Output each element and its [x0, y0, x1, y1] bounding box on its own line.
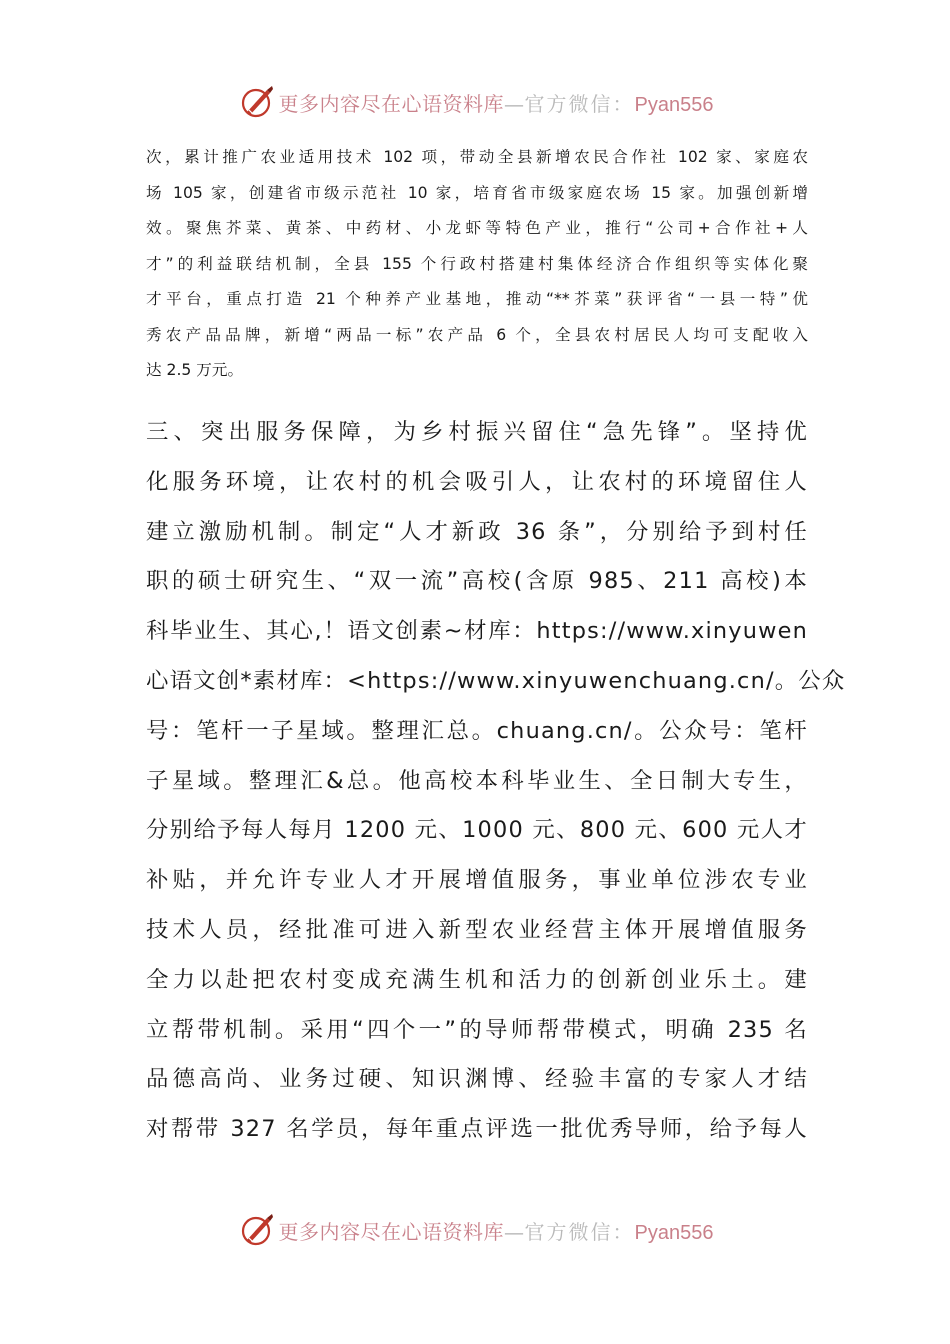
footer-site-text: 更多内容尽在心语资料库 — [278, 1219, 505, 1244]
text-line: 化服务环境，让农村的机会吸引人，让农村的环境留住人 — [146, 468, 808, 495]
footer-banner — [0, 1208, 950, 1252]
text-line: 技术人员，经批准可进入新型农业经营主体开展增值服务 — [146, 916, 808, 943]
text-line: 立帮带机制。采用“四个一”的导师帮带模式，明确 235 名 — [146, 1016, 808, 1043]
text-line: 场 105 家，创建省市级示范社 10 家，培育省市级家庭农场 15 家。加强创新增 — [146, 183, 808, 202]
text-line: 才”的利益联结机制，全县 155 个行政村搭建村集体经济合作组织等实体化聚 — [146, 254, 808, 273]
text-line: 对帮带 327 名学员，每年重点评选一批优秀导师，给予每人 — [146, 1116, 808, 1143]
paragraph-2 — [146, 408, 846, 1155]
text-line: 全力以赴把农村变成充满生机和活力的创新创业乐土。建 — [146, 966, 808, 993]
header-separator: — — [504, 91, 525, 116]
pen-logo-icon — [237, 82, 277, 122]
text-line: 秀农产品品牌，新增“两品一标”农产品 6 个，全县农村居民人均可支配收入 — [146, 325, 808, 344]
text-line: 分别给予每人每月 1200 元、1000 元、800 元、600 元人才 — [146, 817, 808, 844]
footer-handle: Pyan556 — [634, 1221, 714, 1244]
text-line: 三、突出服务保障，为乡村振兴留住“急先锋”。坚持优 — [146, 419, 808, 445]
footer-separator: — — [504, 1219, 525, 1244]
text-line: 补贴，并允许专业人才开展增值服务，事业单位涉农专业 — [146, 867, 808, 894]
header-wechat-label: 官方微信： — [524, 91, 635, 116]
header-site-text: 更多内容尽在心语资料库 — [278, 91, 505, 116]
text-line: 科毕业生、其心,！语文创素~材库：https://www.xinyuwen — [146, 618, 808, 645]
text-line: 子星域。整理汇&总。他高校本科毕业生、全日制大专生， — [146, 767, 808, 794]
text-line: 达 2.5 万元。 — [146, 361, 244, 379]
text-line: 效。聚焦芥菜、黄茶、中药材、小龙虾等特色产业，推行“公司+合作社+人 — [146, 219, 808, 237]
text-line: 建立激励机制。制定“人才新政 36 条”，分别给予到村任 — [146, 518, 808, 545]
header-handle: Pyan556 — [634, 93, 714, 116]
pen-logo-icon — [237, 1210, 277, 1250]
text-line: 职的硕士研究生、“双一流”高校(含原 985、211 高校)本 — [146, 568, 808, 595]
header-banner-text — [279, 88, 714, 117]
paragraph-1 — [146, 140, 808, 389]
text-line: 才平台，重点打造 21 个种养产业基地，推动“**芥菜”获评省“一县一特”优 — [146, 290, 808, 308]
text-line: 品德高尚、业务过硬、知识渊博、经验丰富的专家人才结 — [146, 1066, 808, 1093]
footer-banner-text — [279, 1216, 714, 1245]
text-line: 心语文创*素材库：<https://www.xinyuwenchuang.cn/。公众 — [146, 667, 846, 694]
header-banner — [0, 80, 950, 124]
footer-wechat-label: 官方微信： — [524, 1219, 635, 1244]
text-line: 次，累计推广农业适用技术 102 项，带动全县新增农民合作社 102 家、家庭农 — [146, 148, 808, 166]
text-line: 号：笔杆一子星域。整理汇总。chuang.cn/。公众号：笔杆 — [146, 717, 808, 744]
